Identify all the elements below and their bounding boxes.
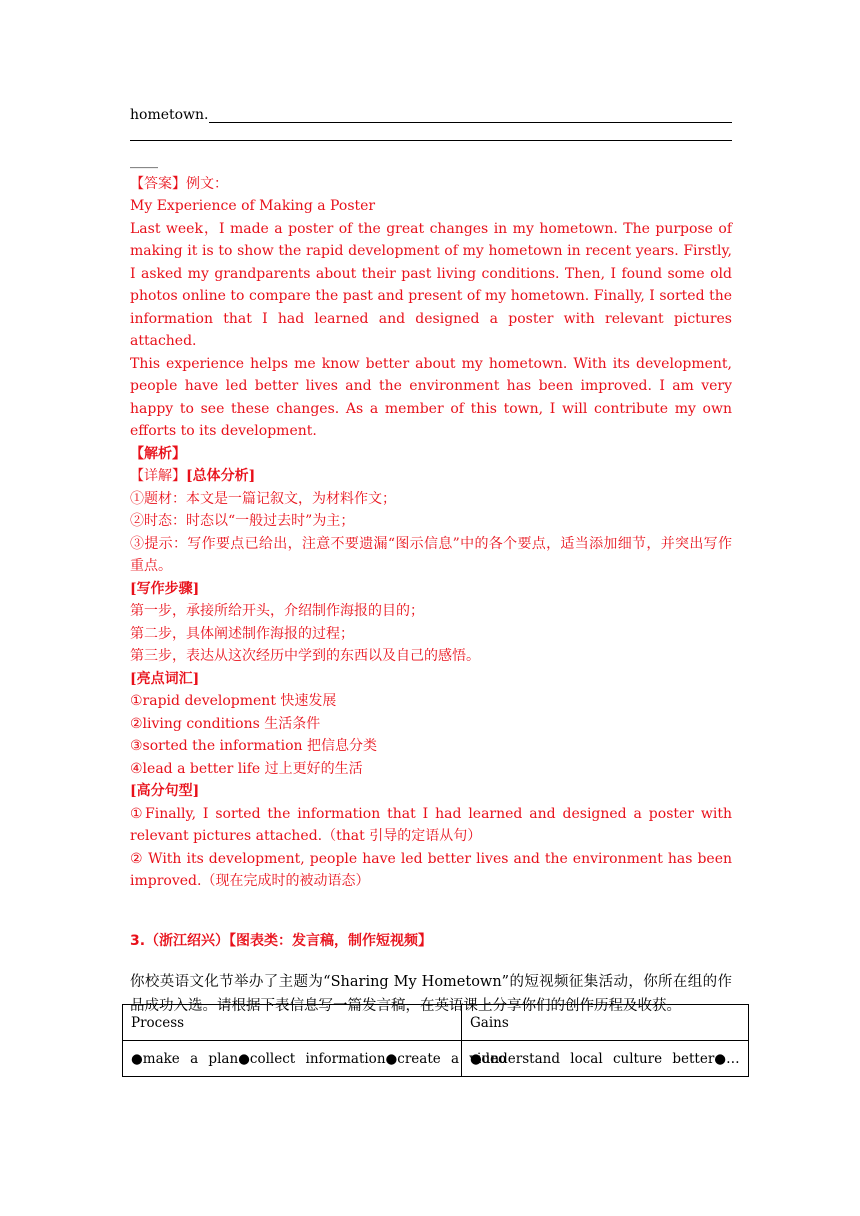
steps-heading: [写作步骤] xyxy=(130,580,200,597)
question-3-title: 3.（浙江绍兴）【图表类：发言稿，制作短视频】 xyxy=(130,932,433,949)
table-header-gains: Gains xyxy=(462,1005,749,1041)
table-row xyxy=(123,1041,749,1077)
vocab-heading: [亮点词汇] xyxy=(130,670,200,687)
analysis-label: 【解析】 xyxy=(130,445,186,462)
table-header-row xyxy=(123,1005,749,1041)
detail-label: 【详解】 xyxy=(130,468,186,484)
vocab-item: ④lead a better life 过上更好的生活 xyxy=(130,760,363,777)
overall-heading: [总体分析] xyxy=(186,468,256,484)
hometown-word: hometown. xyxy=(130,107,209,123)
essay-paragraph-2: This experience helps me know better about my hometown. With its development, people have led better lives and the environment has been improved. I am very happy to see these changes. As a member of this town, I will contribute my own efforts to its development. xyxy=(130,355,732,439)
table-header-process: Process xyxy=(123,1005,462,1041)
table-cell-process: ●make a plan●collect information●create a video xyxy=(123,1041,462,1077)
answer-label: 【答案】例文： xyxy=(130,175,228,192)
overall-item: ②时态：时态以“一般过去时”为主； xyxy=(130,513,355,529)
sentences-heading: [高分句型] xyxy=(130,783,200,799)
blank-tail: ____ xyxy=(130,153,158,169)
question-3-prompt: 你校英语文化节举办了主题为“Sharing My Hometown”的短视频征集活动，你所在组的作品成功入选。请根据下表信息写一篇发言稿，在英语课上分享你们的创作历程及收获。 xyxy=(130,973,732,1014)
table-cell-gains: ●understand local culture better●… xyxy=(462,1041,749,1077)
blank-rule xyxy=(209,104,732,123)
vocab-item: ①rapid development 快速发展 xyxy=(130,693,337,709)
step-item: 第一步，承接所给开头，介绍制作海报的目的； xyxy=(130,603,424,619)
overall-item: ③提示：写作要点已给出，注意不要遗漏“图示信息”中的各个要点，适当添加细节，并突出写作重点。 xyxy=(130,535,732,574)
hometown-line xyxy=(130,104,732,127)
step-item: 第三步，表达从这次经历中学到的东西以及自己的感悟。 xyxy=(130,648,480,664)
blank-rule-2 xyxy=(130,127,732,141)
document-page xyxy=(130,104,732,1018)
step-item: 第二步，具体阐述制作海报的过程； xyxy=(130,625,354,642)
vocab-item: ②living conditions 生活条件 xyxy=(130,715,321,732)
overall-item: ①题材：本文是一篇记叙文，为材料作文； xyxy=(130,490,396,507)
vocab-item: ③sorted the information 把信息分类 xyxy=(130,738,377,754)
info-table xyxy=(122,1004,749,1077)
detail-heading xyxy=(130,465,732,488)
essay-paragraph-1: Last week，I made a poster of the great changes in my hometown. The purpose of making it is to show the rapid development of my hometown in recent years. Firstly, I asked my grandparents about their past living conditions. Then, I found some old photos online to compare the past and present of my hometown. Finally, I sorted the information that I had learned and designed a poster with relevant pictures attached. xyxy=(130,220,732,349)
essay-title: My Experience of Making a Poster xyxy=(130,198,376,214)
sentence-item: ①Finally, I sorted the information that I had learned and designed a poster with relevant pictures attached.（that 引导的定语从句） xyxy=(130,805,732,844)
sentence-item: ② With its development, people have led better lives and the environment has been improved.（现在完成时的被动语态） xyxy=(130,850,732,889)
